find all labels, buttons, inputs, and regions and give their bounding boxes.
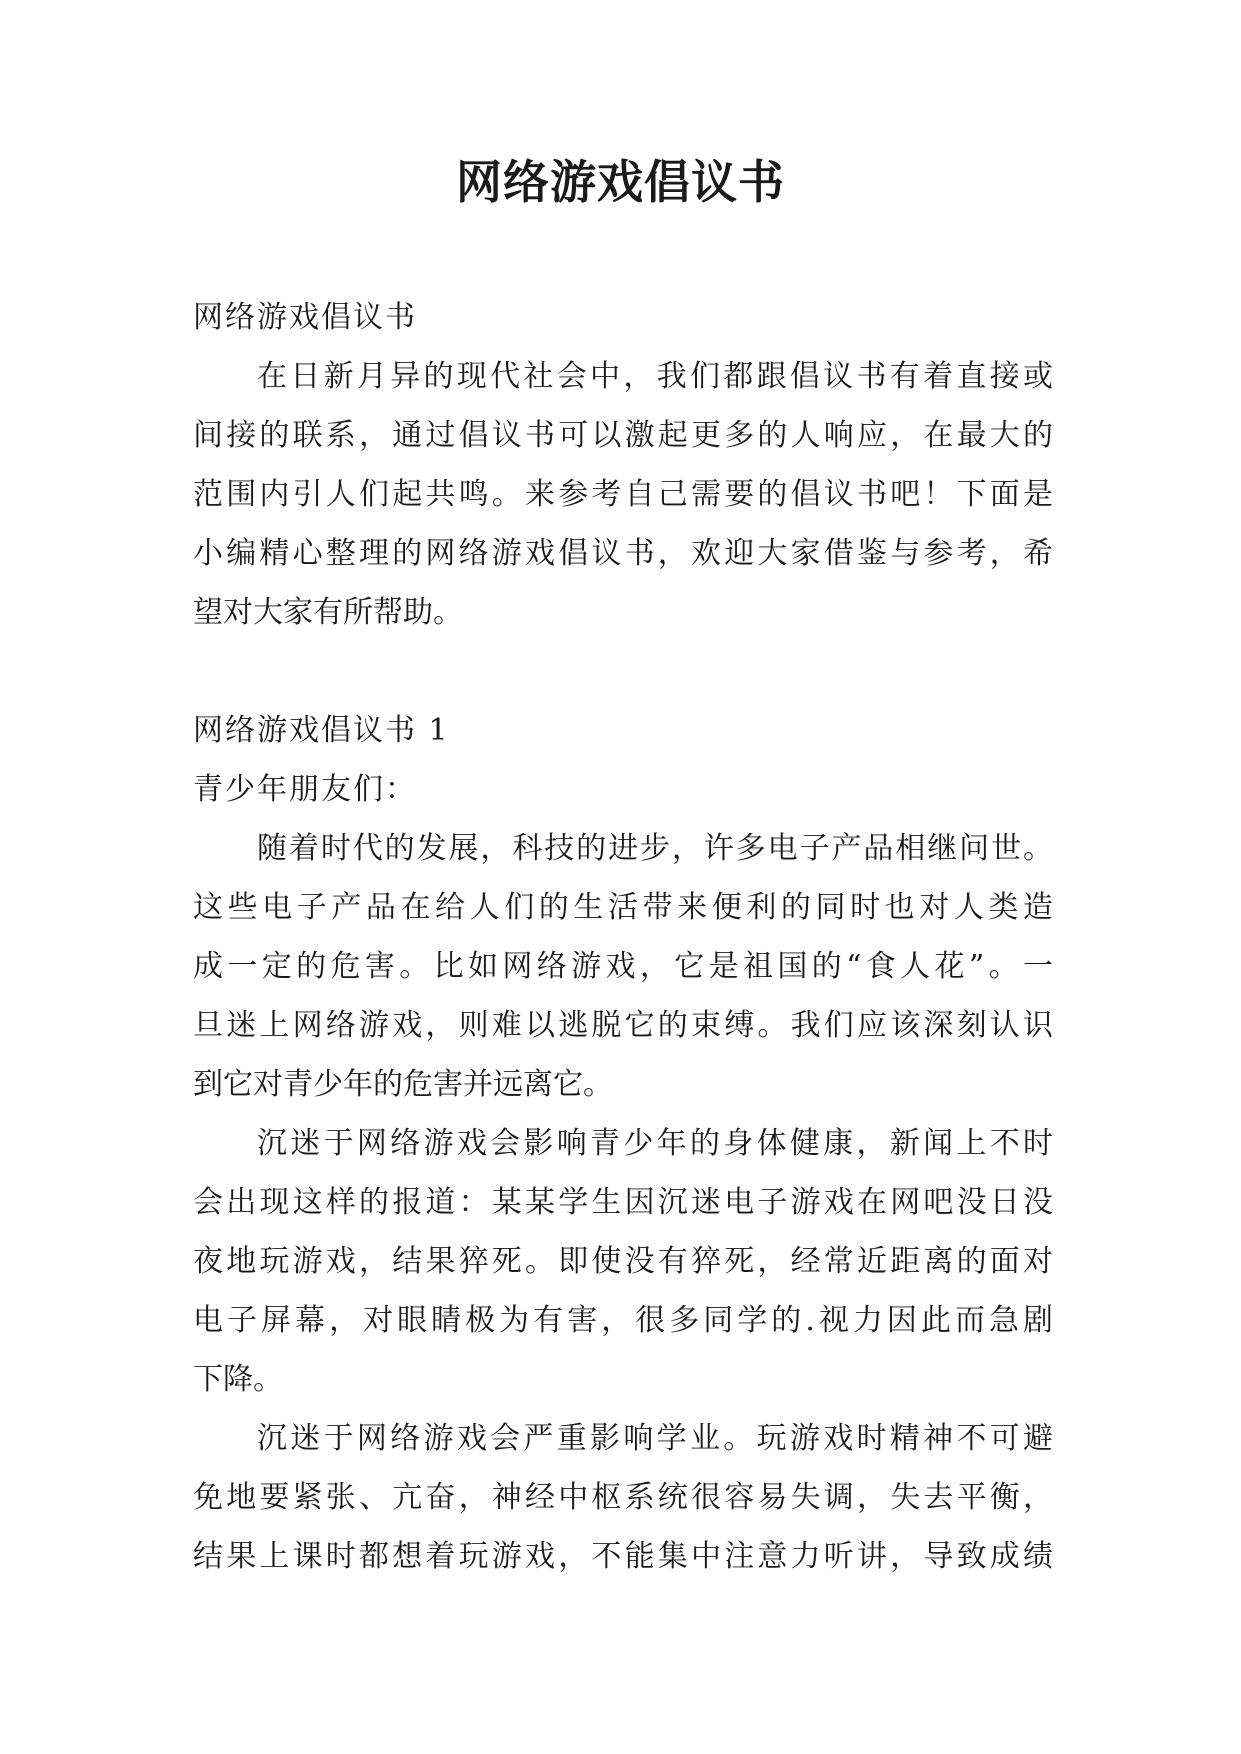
paragraph-line: 到它对青少年的危害并远离它。 — [193, 1067, 613, 1102]
paragraph-line: 下降。 — [193, 1362, 283, 1397]
paragraph-line: 结果上课时都想着玩游戏，不能集中注意力听讲，导致成绩 — [193, 1539, 1053, 1574]
intro-line: 小编精心整理的网络游戏倡议书，欢迎大家借鉴与参考，希 — [193, 536, 1053, 571]
intro-line: 望对大家有所帮助。 — [193, 595, 463, 630]
paragraph-line: 夜地玩游戏，结果猝死。即使没有猝死，经常近距离的面对 — [193, 1244, 1053, 1279]
section-heading: 网络游戏倡议书 1 — [193, 713, 450, 748]
intro-line: 间接的联系，通过倡议书可以激起更多的人响应，在最大的 — [193, 418, 1053, 453]
paragraph-line: 这些电子产品在给人们的生活带来便利的同时也对人类造 — [193, 890, 1053, 925]
paragraph-line: 会出现这样的报道：某某学生因沉迷电子游戏在网吧没日没 — [193, 1185, 1053, 1220]
intro-line: 范围内引人们起共鸣。来参考自己需要的倡议书吧！下面是 — [193, 477, 1053, 512]
paragraph-line: 随着时代的发展，科技的进步，许多电子产品相继问世。 — [257, 831, 1053, 866]
intro-line: 在日新月异的现代社会中，我们都跟倡议书有着直接或 — [257, 359, 1053, 394]
intro-heading: 网络游戏倡议书 — [193, 300, 417, 335]
salutation: 青少年朋友们： — [193, 772, 417, 807]
section-spacer — [193, 642, 1053, 701]
document-title: 网络游戏倡议书 — [456, 155, 785, 209]
paragraph-line: 免地要紧张、亢奋，神经中枢系统很容易失调，失去平衡， — [193, 1480, 1053, 1515]
document-body — [193, 288, 1053, 1586]
paragraph-line: 成一定的危害。比如网络游戏，它是祖国的“食人花”。一 — [193, 949, 1053, 984]
paragraph-line: 沉迷于网络游戏会严重影响学业。玩游戏时精神不可避 — [257, 1421, 1053, 1456]
paragraph-line: 旦迷上网络游戏，则难以逃脱它的束缚。我们应该深刻认识 — [193, 1008, 1053, 1043]
paragraph-line: 电子屏幕，对眼睛极为有害，很多同学的.视力因此而急剧 — [193, 1303, 1053, 1338]
paragraph-line: 沉迷于网络游戏会影响青少年的身体健康，新闻上不时 — [257, 1126, 1053, 1161]
